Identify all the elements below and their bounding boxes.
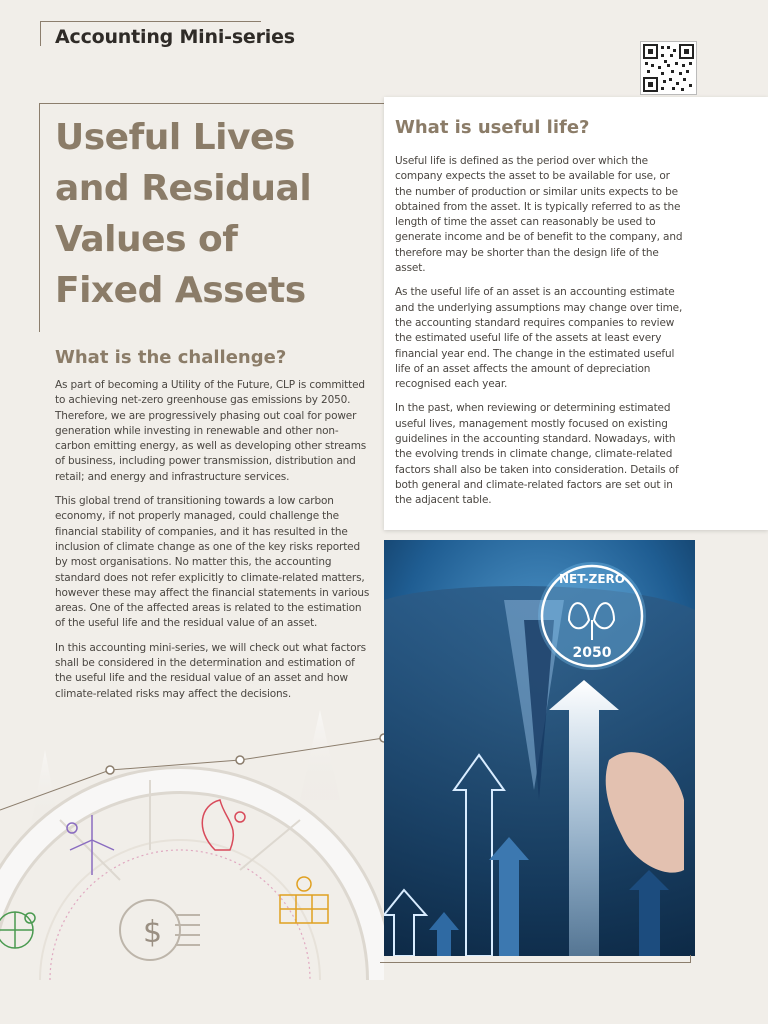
title-line: Useful Lives xyxy=(55,117,295,158)
challenge-paragraph: This global trend of transitioning towards a low carbon economy, if not properly managed, could challenge the financial stability of companies, and it has resulted in the inclusion of climate change as one of the key risks reported by most organisations. No matter this, the accounting standard does not refer explicitly to climate-related matters, however these may affect the financial statements in various areas. One of the affected areas is related to the estimation of the useful life and the residual value of an asset. xyxy=(55,495,370,630)
sustainability-illustration xyxy=(0,680,384,980)
svg-text:$: $ xyxy=(143,915,163,950)
useful-life-paragraph: Useful life is defined as the period over which the company expects the asset to be available for use, or the number of production or similar units expects to be obtained from the asset. It is typically referred to as the length of time the asset can reasonably be used to generate income and be of benefit to the company, and therefore may be shorter than the design life of the asset. xyxy=(395,155,683,275)
qr-code xyxy=(640,41,697,95)
badge-bottom-text: 2050 xyxy=(572,645,612,661)
title-line: Values of xyxy=(55,219,238,260)
net-zero-photo xyxy=(384,540,695,956)
frame-bottom-line xyxy=(380,962,691,963)
challenge-heading: What is the challenge? xyxy=(55,347,287,368)
useful-life-heading: What is useful life? xyxy=(395,117,590,138)
net-zero-badge-icon xyxy=(538,562,646,670)
leaf-fire-icon xyxy=(202,800,245,850)
challenge-section xyxy=(55,347,370,711)
money-gear-icon xyxy=(120,900,200,960)
series-label: Accounting Mini-series xyxy=(55,26,295,48)
challenge-paragraph: In this accounting mini-series, we will check out what factors shall be considered in the determination and estimation of the useful life and the residual value of an asset and how climate-related risks may affect the decisions. xyxy=(55,641,367,700)
globe-plant-icon xyxy=(0,912,35,948)
useful-life-paragraph: As the useful life of an asset is an accounting estimate and the underlying assumptions may change over time, the accounting standard requires companies to review the estimated useful life of the assets at least every financial year end. The change in the estimated useful life of an asset affects the amount of depreciation recognised each year. xyxy=(395,286,683,391)
badge-top-text: NET-ZERO xyxy=(559,572,625,586)
page-title xyxy=(55,112,375,316)
useful-life-section xyxy=(395,117,687,518)
challenge-paragraph: As part of becoming a Utility of the Future, CLP is committed to achieving net-zero greenhouse gas emissions by 2050. Therefore, we are progressively phasing out coal for power generation while investing in renewable and other non-carbon emitting energy, as well as developing other streams of business, including power transmission, distribution and retail; and energy and infrastructure services. xyxy=(55,379,367,483)
title-line: Fixed Assets xyxy=(55,270,306,311)
title-line: and Residual xyxy=(55,168,312,209)
useful-life-paragraph: In the past, when reviewing or determining estimated useful lives, management mostly focused on existing guidelines in the accounting standard. Nowadays, with the evolving trends in climate change, climate-related factors shall also be taken into consideration. Details of both general and climate-related factors are set out in the adjacent table. xyxy=(395,402,679,507)
